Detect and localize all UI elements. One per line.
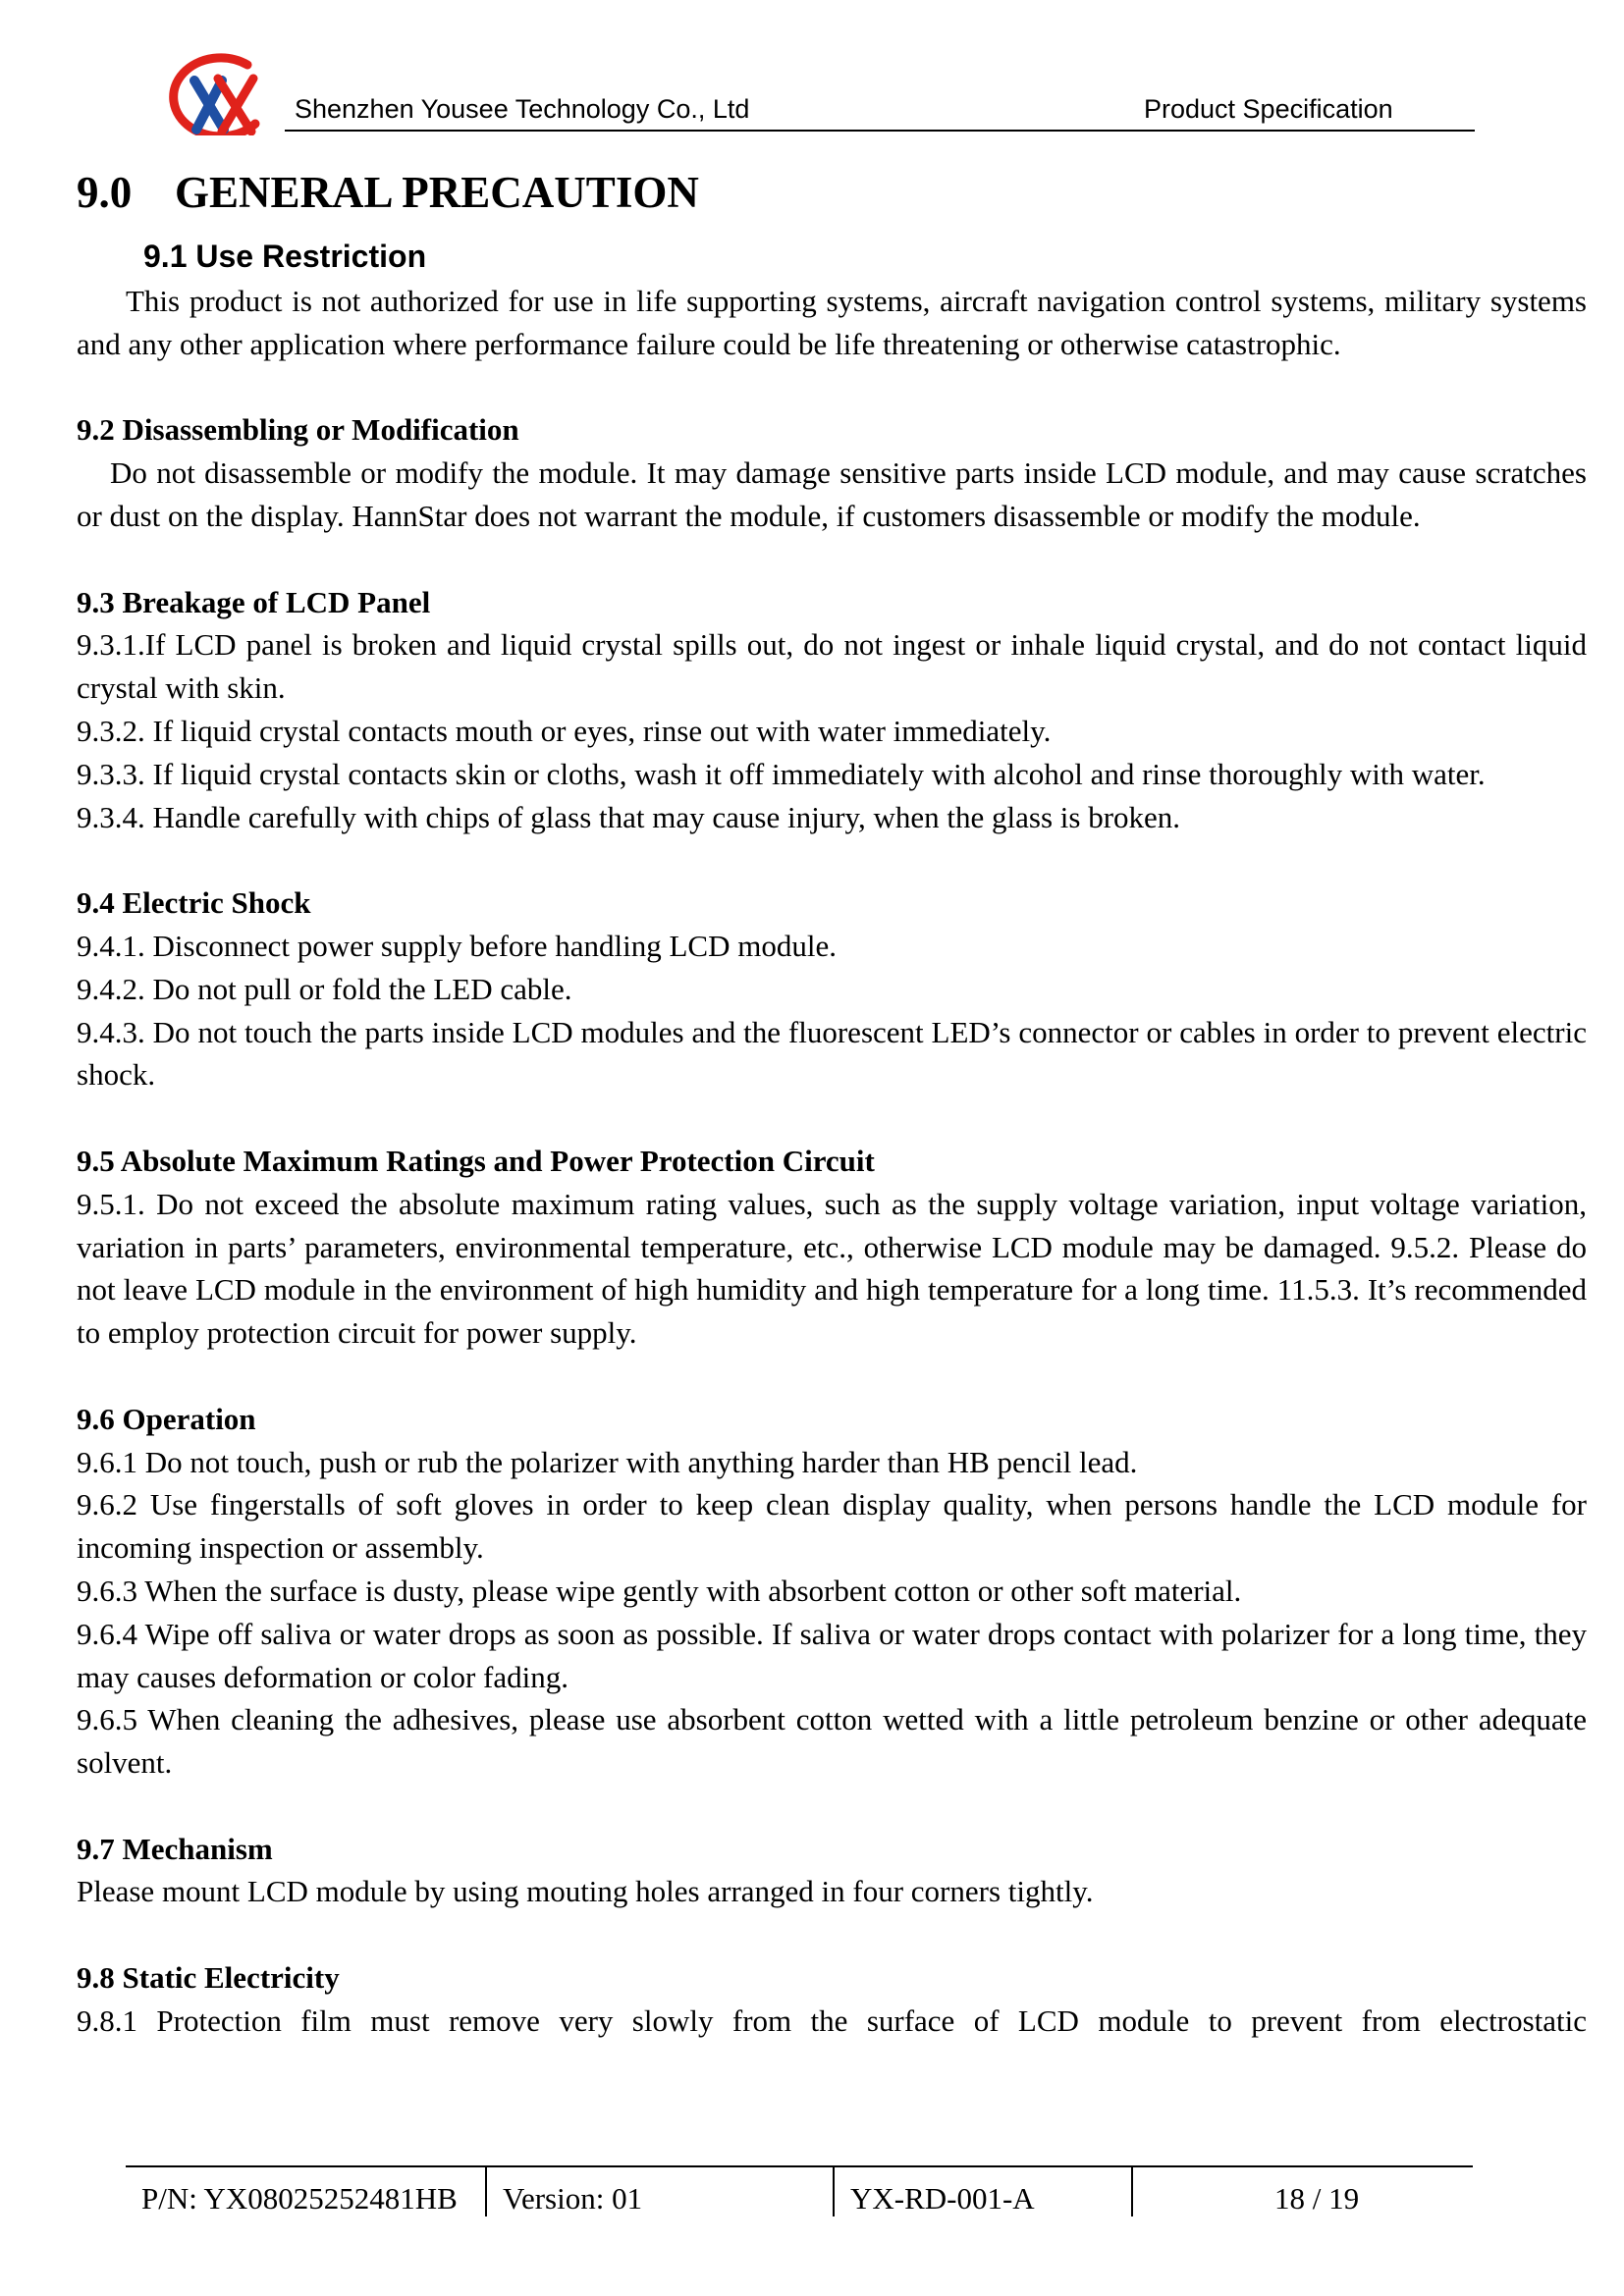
section-9-5-body: 9.5.1. Do not exceed the absolute maximum rating values, such as the supply voltage variation, input voltage variation, variation in parts’ parameters, environmental temperature, etc., otherwise LCD module may be damaged. 9.5.2. Please do not leave LCD module in the environment of high humidity and high temperature for a long time. 11.5.3. It’s recommended to employ protection circuit for power supply.	[77, 1186, 1587, 1351]
company-logo	[157, 51, 275, 135]
content-body	[77, 280, 1587, 2043]
section-9-8-heading: 9.8 Static Electricity	[77, 1960, 340, 1996]
footer-separator	[1131, 2167, 1133, 2216]
section-9-7-heading: 9.7 Mechanism	[77, 1831, 273, 1866]
page-title	[77, 167, 699, 218]
footer-divider	[126, 2165, 1473, 2167]
footer-document-code: YX-RD-001-A	[850, 2181, 1035, 2216]
header-company-name: Shenzhen Yousee Technology Co., Ltd	[295, 94, 750, 124]
title-text: GENERAL PRECAUTION	[175, 168, 699, 217]
section-9-5-heading: 9.5 Absolute Maximum Ratings and Power Protection Circuit	[77, 1143, 875, 1178]
list-item: 9.3.1.If LCD panel is broken and liquid crystal spills out, do not ingest or inhale liquid crystal, and do not contact liquid crystal with skin.	[77, 627, 1587, 706]
list-item: 9.3.4. Handle carefully with chips of glass that may cause injury, when the glass is broken.	[77, 799, 1181, 834]
list-item: 9.4.2. Do not pull or fold the LED cable.	[77, 971, 572, 1006]
section-9-7-body: Please mount LCD module by using mouting holes arranged in four corners tightly.	[77, 1874, 1094, 1909]
list-item: 9.6.4 Wipe off saliva or water drops as soon as possible. If saliva or water drops contact with polarizer for a long time, they may causes deformation or color fading.	[77, 1616, 1587, 1694]
section-9-1-body: This product is not authorized for use in life supporting systems, aircraft navigation control systems, military systems and any other application where performance failure could be life threatening or otherwise catastrophic.	[77, 284, 1587, 361]
list-item: 9.3.2. If liquid crystal contacts mouth or eyes, rinse out with water immediately.	[77, 713, 1052, 748]
section-9-8-body: 9.8.1 Protection film must remove very slowly from the surface of LCD module to prevent from electrostatic	[77, 2002, 1587, 2038]
footer-version: Version: 01	[503, 2181, 643, 2216]
header-document-type: Product Specification	[1144, 94, 1393, 124]
title-number: 9.0	[77, 168, 133, 217]
section-9-1-heading: 9.1 Use Restriction	[143, 239, 427, 274]
list-item: 9.6.3 When the surface is dusty, please wipe gently with absorbent cotton or other soft material.	[77, 1573, 1242, 1608]
list-item: 9.4.1. Disconnect power supply before handling LCD module.	[77, 928, 837, 963]
footer-separator	[485, 2167, 487, 2216]
section-9-3-heading: 9.3 Breakage of LCD Panel	[77, 584, 431, 619]
section-9-4-heading: 9.4 Electric Shock	[77, 885, 311, 921]
footer-page-number: 18 / 19	[1274, 2181, 1360, 2216]
section-9-6-heading: 9.6 Operation	[77, 1401, 256, 1436]
footer-separator	[833, 2167, 835, 2216]
footer-part-number: P/N: YX08025252481HB	[141, 2181, 458, 2216]
section-9-2-heading: 9.2 Disassembling or Modification	[77, 412, 519, 448]
header-divider	[285, 130, 1475, 132]
list-item: 9.6.5 When cleaning the adhesives, please use absorbent cotton wetted with a little petroleum benzine or other adequate solvent.	[77, 1702, 1587, 1781]
list-item: 9.4.3. Do not touch the parts inside LCD modules and the fluorescent LED’s connector or cables in order to prevent electric shock.	[77, 1014, 1587, 1093]
section-9-2-body: Do not disassemble or modify the module. It may damage sensitive parts inside LCD module, and may cause scratches or dust on the display. HannStar does not warrant the module, if customers disassemble or modify the module.	[77, 455, 1587, 533]
list-item: 9.6.1 Do not touch, push or rub the polarizer with anything harder than HB pencil lead.	[77, 1444, 1138, 1479]
list-item: 9.6.2 Use fingerstalls of soft gloves in order to keep clean display quality, when persons handle the LCD module for incoming inspection or assembly.	[77, 1487, 1587, 1566]
list-item: 9.3.3. If liquid crystal contacts skin or cloths, wash it off immediately with alcohol and rinse thoroughly with water.	[77, 756, 1486, 791]
